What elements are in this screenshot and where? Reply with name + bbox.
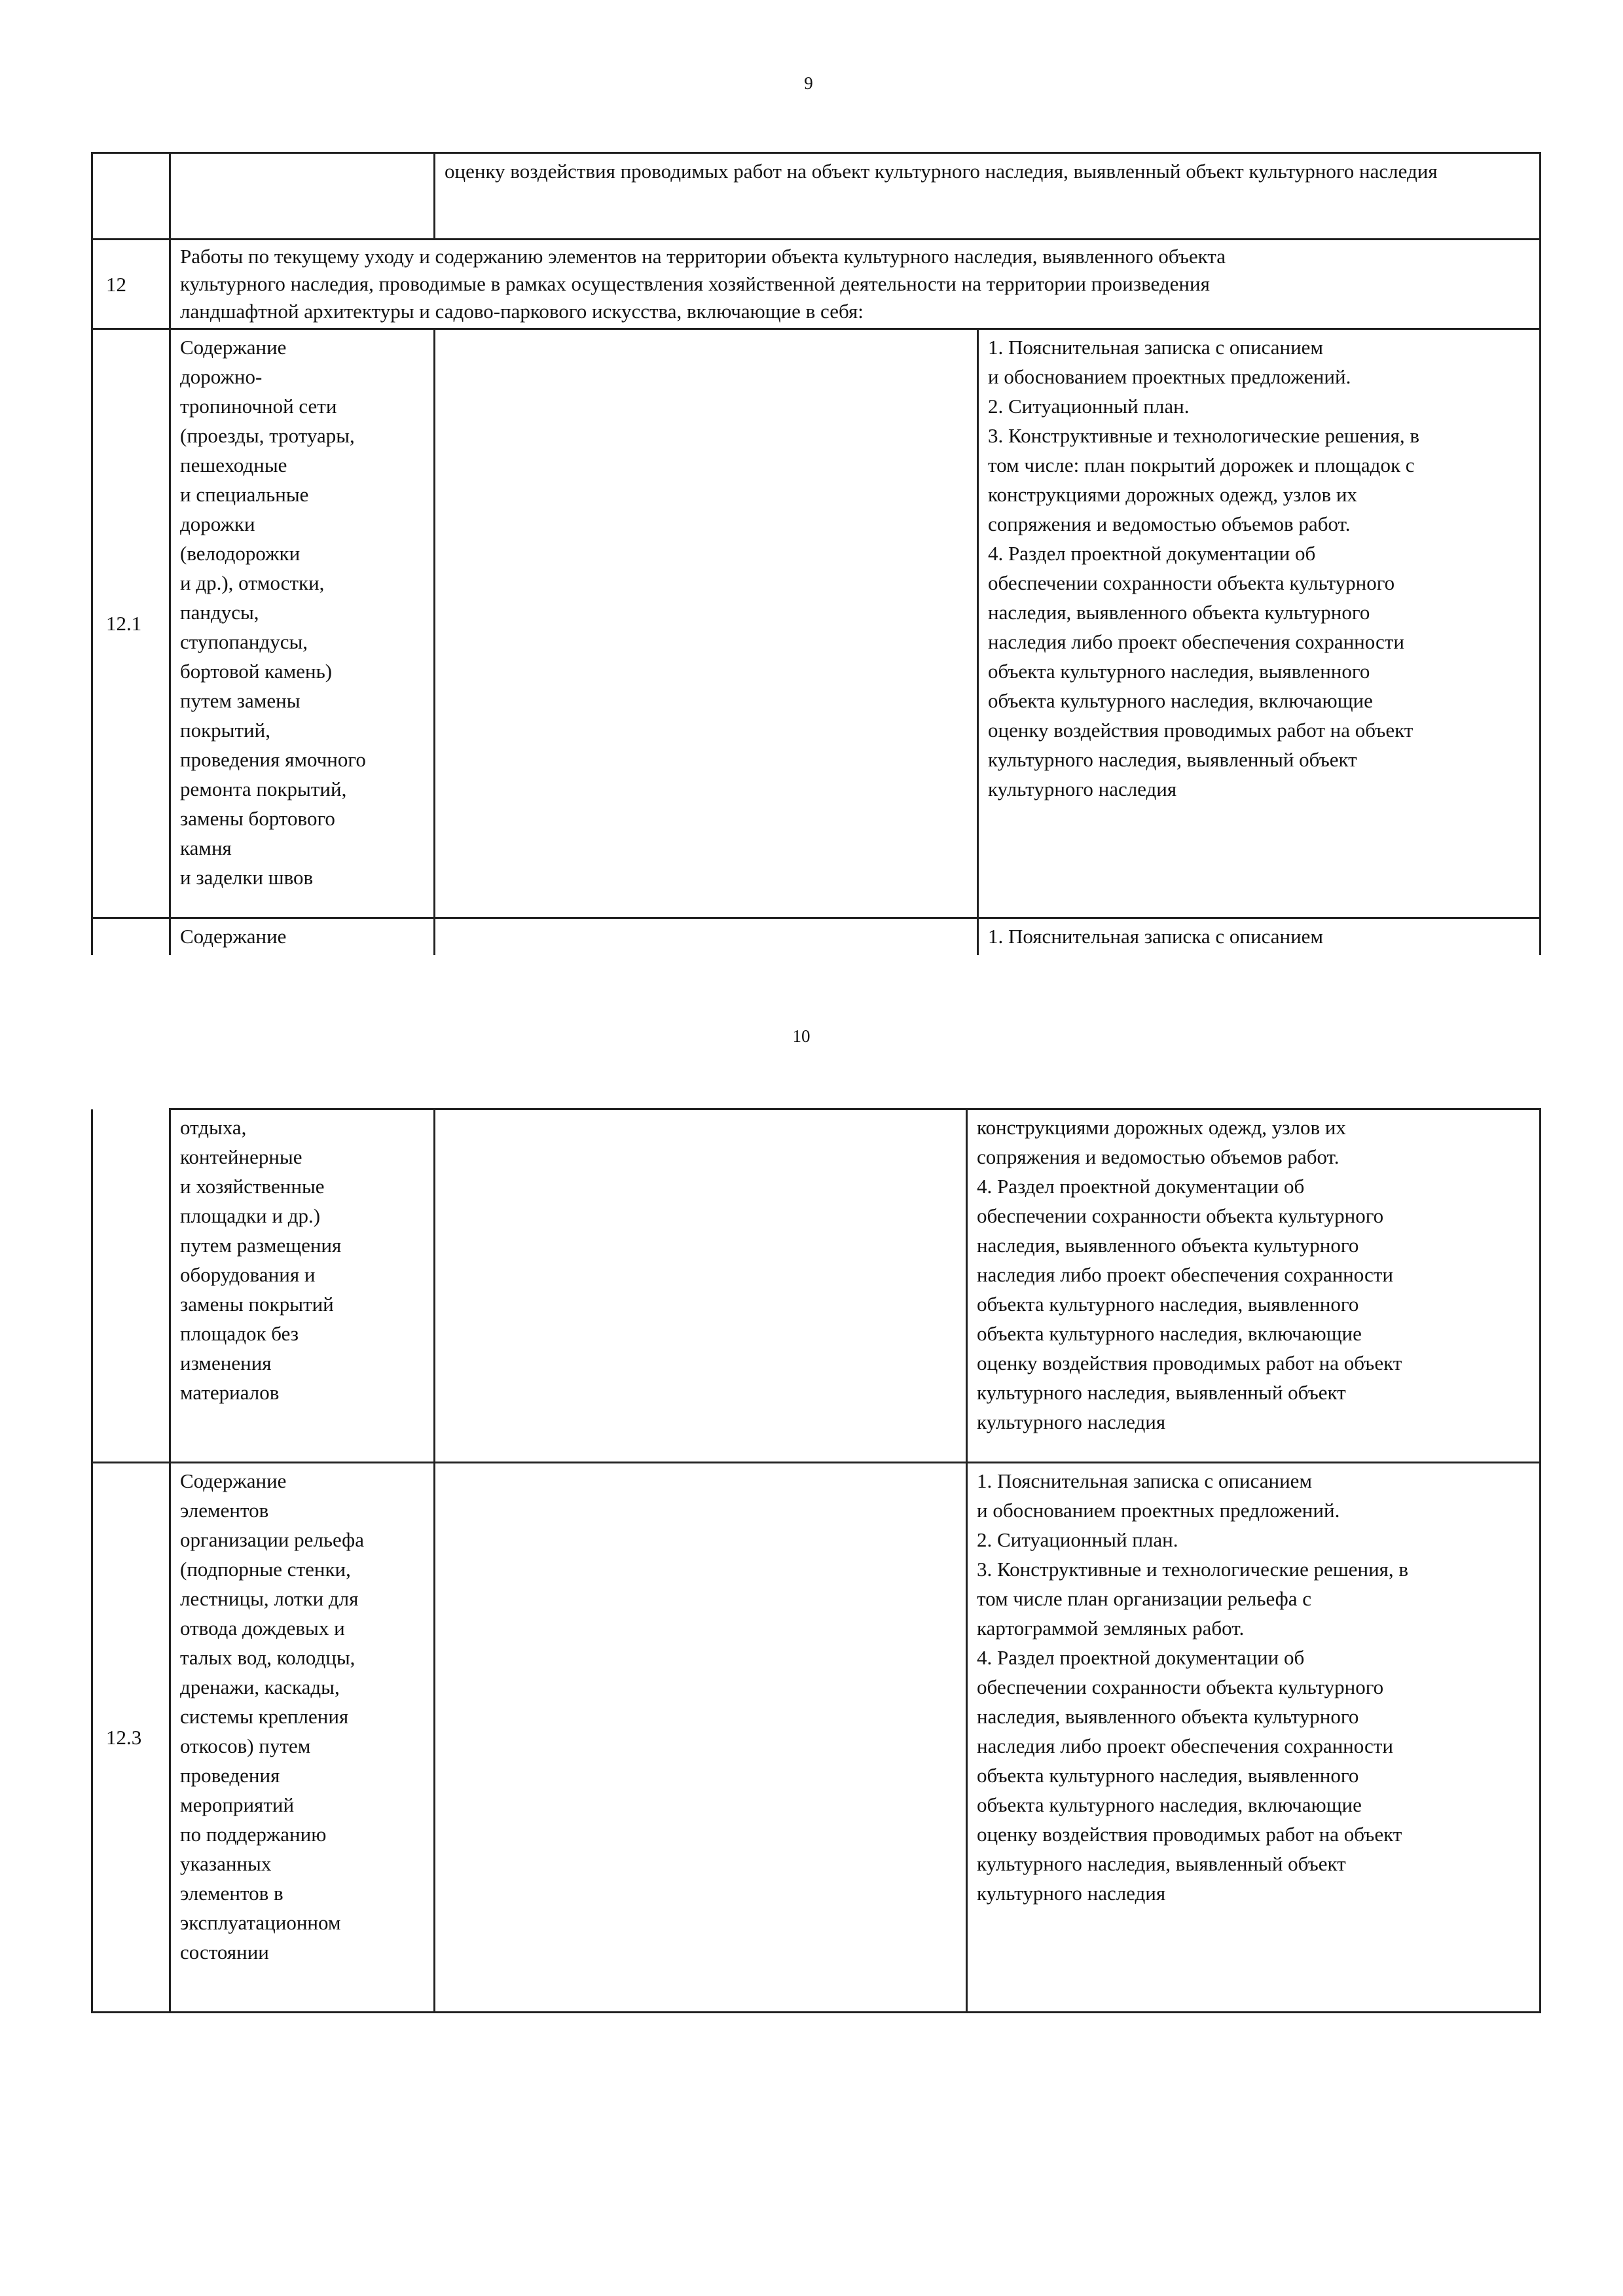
table-row <box>92 1109 1541 1463</box>
page-number: 10 <box>792 1026 811 1046</box>
work-name-cell: Содержание <box>170 918 435 955</box>
item-number: 12 <box>92 240 170 329</box>
documentation-cell: 1. Пояснительная записка с описанием <box>978 918 1541 955</box>
work-name-cell: отдыха, контейнерные и хозяйственные площадки и др.) путем размещения оборудования и замены покрытий площадок без изменения материалов <box>170 1109 435 1463</box>
regulation-table-page-9 <box>91 152 1541 955</box>
empty-cell <box>435 918 978 955</box>
item-number: 12.3 <box>92 1463 170 2013</box>
table-row <box>92 329 1541 918</box>
documentation-cell: конструкциями дорожных одежд, узлов их сопряжения и ведомостью объемов работ. 4. Раздел проектной документации об обеспечении сохранности объекта культурного наследия, выявленного объекта культурного наследия либо проект обеспечения сохранности объекта культурного наследия, выявленного объекта культурного наследия, включающие оценку воздействия проводимых работ на объект культурного наследия, выявленный объект культурного наследия <box>967 1109 1541 1463</box>
empty-cell <box>435 1109 967 1463</box>
table-row <box>92 240 1541 329</box>
work-name-cell: Содержание элементов организации рельефа (подпорные стенки, лестницы, лотки для отвода дождевых и талых вод, колодцы, дренажи, каскады, системы крепления откосов) путем проведения мероприятий по поддержанию указанных элементов в эксплуатационном состоянии <box>170 1463 435 2013</box>
work-name-cell: Содержание дорожно- тропиночной сети (проезды, тротуары, пешеходные и специальные дорожки (велодорожки и др.), отмостки, пандусы, ступопандусы, бортовой камень) путем замены покрытий, проведения ямочного ремонта покрытий, замены бортового камня и заделки швов <box>170 329 435 918</box>
empty-cell <box>435 329 978 918</box>
empty-cell <box>435 1463 967 2013</box>
page-number: 9 <box>804 73 813 93</box>
continuation-cell <box>435 153 1541 240</box>
regulation-table-page-10 <box>91 1108 1541 2013</box>
documentation-cell: 1. Пояснительная записка с описанием и обоснованием проектных предложений. 2. Ситуационный план. 3. Конструктивные и технологические решения, в том числе план организации рельефа с картограммой земляных работ. 4. Раздел проектной документации об обеспечении сохранности объекта культурного наследия, выявленного объекта культурного наследия либо проект обеспечения сохранности объекта культурного наследия, выявленного объекта культурного наследия, включающие оценку воздействия проводимых работ на объект культурного наследия, выявленный объект культурного наследия <box>967 1463 1541 2013</box>
documentation-cell: 1. Пояснительная записка с описанием и обоснованием проектных предложений. 2. Ситуационный план. 3. Конструктивные и технологические решения, в том числе: план покрытий дорожек и площадок с конструкциями дорожных одежд, узлов их сопряжения и ведомостью объемов работ. 4. Раздел проектной документации об обеспечении сохранности объекта культурного наследия, выявленного объекта культурного наследия либо проект обеспечения сохранности объекта культурного наследия, выявленного объекта культурного наследия, включающие оценку воздействия проводимых работ на объект культурного наследия, выявленный объект культурного наследия <box>978 329 1541 918</box>
section-heading: Работы по текущему уходу и содержанию элементов на территории объекта культурного наследия, выявленного объекта культурного наследия, проводимые в рамках осуществления хозяйственной деятельности на территории произведения ландшафтной архитектуры и садово-паркового искусства, включающие в себя: <box>170 240 1541 329</box>
table-row <box>92 918 1541 955</box>
item-number: 12.1 <box>92 329 170 918</box>
table-row <box>92 1463 1541 2013</box>
continuation-text: оценку воздействия проводимых работ на объект культурного наследия, выявленный объект культурного наследия <box>445 160 1438 183</box>
table-row <box>92 153 1541 240</box>
